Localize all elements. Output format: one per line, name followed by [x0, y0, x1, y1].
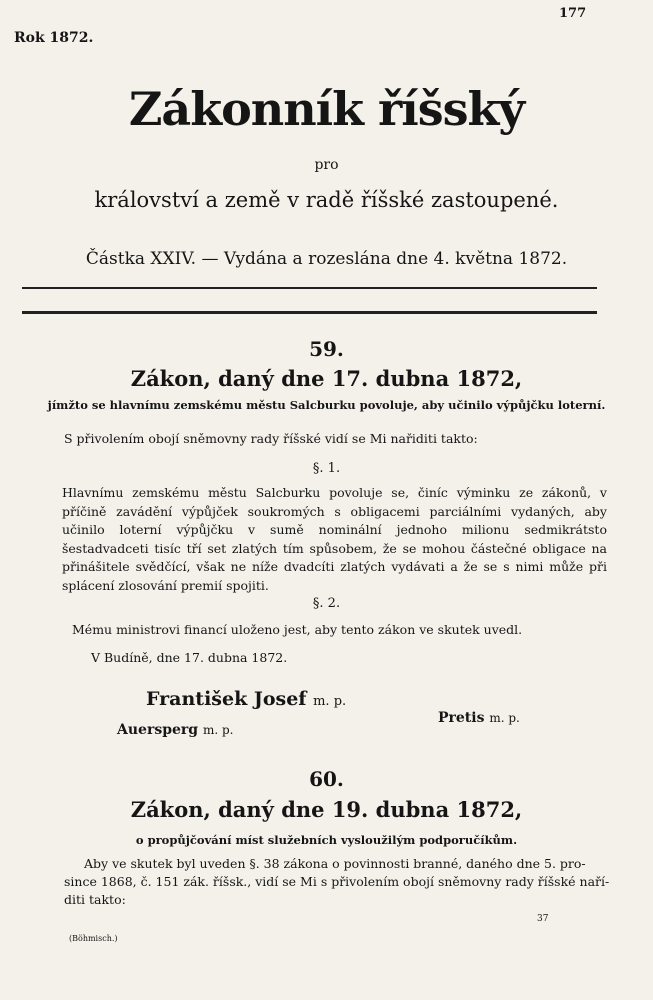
law-59-number: 59.	[309, 337, 344, 361]
law-59-place-date: V Budíně, dne 17. dubna 1872.	[91, 650, 288, 665]
law-59-intro: S přivolením obojí sněmovny rady říšské vidí se Mi nařiditi takto:	[64, 431, 478, 446]
issue-line: Částka XXIV. — Vydána a rozeslána dne 4. května 1872.	[85, 249, 568, 269]
signature-emperor-name: František Josef	[146, 688, 307, 710]
gazette-realm: království a země v radě říšské zastoupené.	[94, 188, 559, 212]
law-60-line-3: diti takto:	[64, 892, 126, 907]
signature-auersperg-mp: m. p.	[202, 723, 234, 737]
year-header: Rok 1872.	[14, 30, 94, 46]
divider-thick	[22, 311, 597, 314]
divider-thin	[22, 287, 597, 289]
gazette-title: Zákonník říšský	[128, 82, 525, 136]
page-number: 177	[559, 6, 587, 21]
gazette-pro: pro	[314, 157, 339, 173]
printer-note: (Böhmisch.)	[69, 934, 118, 943]
law-60-subject: o propůjčování míst služebních vysloužilým podporučíkům.	[135, 833, 518, 847]
law-59-section-1: §. 1.	[312, 461, 341, 476]
law-60-line-2: since 1868, č. 151 zák. říšsk., vidí se Mi s přivolením obojí sněmovny rady říšské naří-	[64, 874, 610, 889]
law-60-title: Zákon, daný dne 19. dubna 1872,	[130, 797, 523, 822]
signature-pretis	[438, 710, 520, 726]
signature-pretis-name: Pretis	[438, 710, 485, 726]
signature-emperor-mp: m. p.	[313, 694, 347, 709]
signature-auersperg-name: Auersperg	[117, 722, 199, 738]
law-59-section-2-text: Mému ministrovi financí uloženo jest, aby tento zákon ve skutek uvedl.	[72, 622, 523, 637]
signature-mark: 37	[537, 914, 549, 924]
law-60-number: 60.	[309, 767, 344, 791]
law-59-section-1-text: Hlavnímu zemskému městu Salcburku povoluje se, činíc výminku ze zákonů, v příčině zavádění výpůjček soukromých s obligacemi parciálními vydaných, aby učinilo loterní výpůjčku v sumě nominální jednoho milionu sedmikrátsto šestadvadceti tisíc tří set zlatých tím spůsobem, že se mohou částečné obligace na přinášitele svědčící, však ne níže dvadcíti zlatých vydávati a že se s nimi může při splácení zlosování premií spojiti.	[62, 485, 607, 593]
law-59-subject: jímžto se hlavnímu zemskému městu Salcburku povoluje, aby učinilo výpůjčku loterní.	[47, 398, 606, 412]
signature-emperor	[146, 688, 346, 710]
law-59-section-2: §. 2.	[312, 596, 341, 611]
signature-pretis-mp: m. p.	[489, 711, 520, 725]
law-59-title: Zákon, daný dne 17. dubna 1872,	[130, 366, 523, 391]
signature-auersperg	[117, 722, 233, 738]
law-60-line-1: Aby ve skutek byl uveden §. 38 zákona o povinnosti branné, daného dne 5. pro-	[84, 856, 586, 871]
